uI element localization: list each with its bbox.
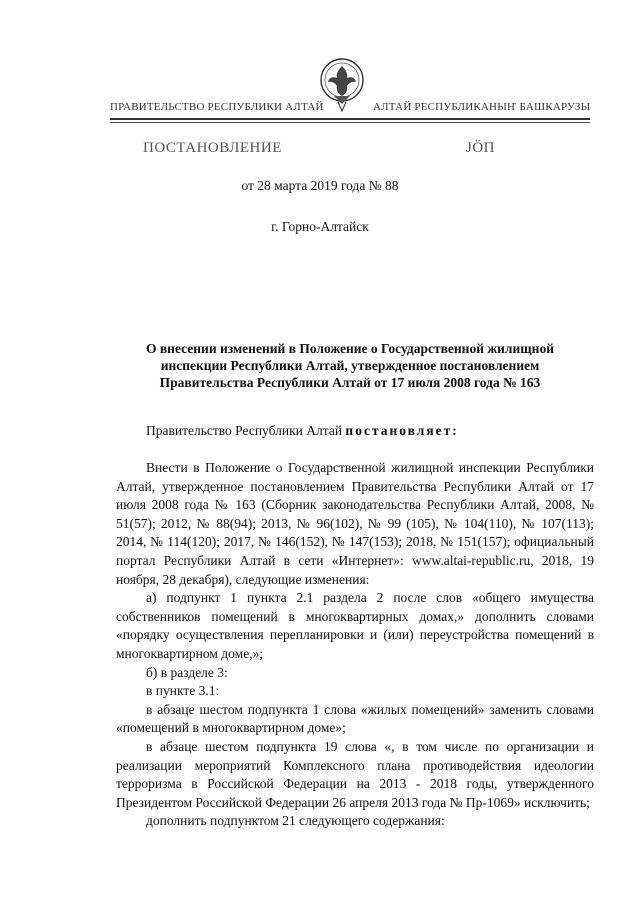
org-name-alt: АЛТАЙ РЕСПУБЛИКАНЫҤ БАШКАРУЗЫ xyxy=(373,101,591,113)
body-paragraph: б) в разделе 3: xyxy=(146,664,228,680)
title-line: О внесении изменений в Положение о Государственной жилищной xyxy=(146,341,554,356)
date-line: от 28 марта 2019 года № 88 xyxy=(241,178,399,193)
title-line: Правительства Республики Алтай от 17 июля 2008 года № 163 xyxy=(159,375,541,390)
body-paragraph: в абзаце шестом подпункта 1 слова «жилых помещений» заменить словами «помещений в многоквартирном доме»; xyxy=(116,701,594,736)
body-paragraph: Внести в Положение о Государственной жилищной инспекции Республики Алтай, утвержденное постановлением Правительства Республики Алтай от 17 июля 2008 года № 163 (Сборник законодательства Республики Алтай, 2008, № 51(57); 2012, № 88(94); 2013, № 96(102), № 99 (105), № 104(110), № 107(113); 2014, № 114(120); 2017, № 146(152), № 147(153); 2018, № 151(157); официальный портал Республики Алтай в сети «Интернет»: www.altai-republic.ru, 2018, 19 ноября, 28 декабря), следующие изменения: xyxy=(116,460,594,587)
doctype-alt: ЈÖП xyxy=(466,140,496,156)
title-line: инспекции Республики Алтай, утвержденное постановлением xyxy=(160,358,540,373)
coat-of-arms-icon xyxy=(318,56,366,116)
preamble-emphasis: постановляет: xyxy=(345,423,459,438)
city-line: г. Горно-Алтайск xyxy=(271,219,369,234)
document-title xyxy=(105,340,595,391)
document-body xyxy=(116,459,594,831)
body-paragraph: а) подпункт 1 пункта 2.1 раздела 2 после слов «общего имущества собственников помещений в многоквартирных домах,» дополнить словами «порядку осуществления перепланировки и (или) переустройства помещений в многоквартирном доме,»; xyxy=(116,590,594,661)
org-name-ru: ПРАВИТЕЛЬСТВО РЕСПУБЛИКИ АЛТАЙ xyxy=(110,101,324,113)
preamble-text: Правительство Республики Алтай xyxy=(146,423,346,438)
header-rule-thin xyxy=(110,122,590,123)
body-paragraph: в абзаце шестом подпункта 19 слова «, в том числе по организации и реализации мероприятий Комплексного плана противодействия идеологии терроризма в Российской Федерации на 2013 - 2018 годы, утвержденного Президентом Российской Федерации 26 апреля 2013 года № Пр-1069» исключить; xyxy=(116,738,594,810)
preamble xyxy=(146,423,606,439)
header-rule xyxy=(110,118,590,120)
body-paragraph: в пункте 3.1: xyxy=(146,683,220,699)
body-paragraph: дополнить подпунктом 21 следующего содержания: xyxy=(146,813,445,829)
doctype-ru: ПОСТАНОВЛЕНИЕ xyxy=(143,140,282,156)
